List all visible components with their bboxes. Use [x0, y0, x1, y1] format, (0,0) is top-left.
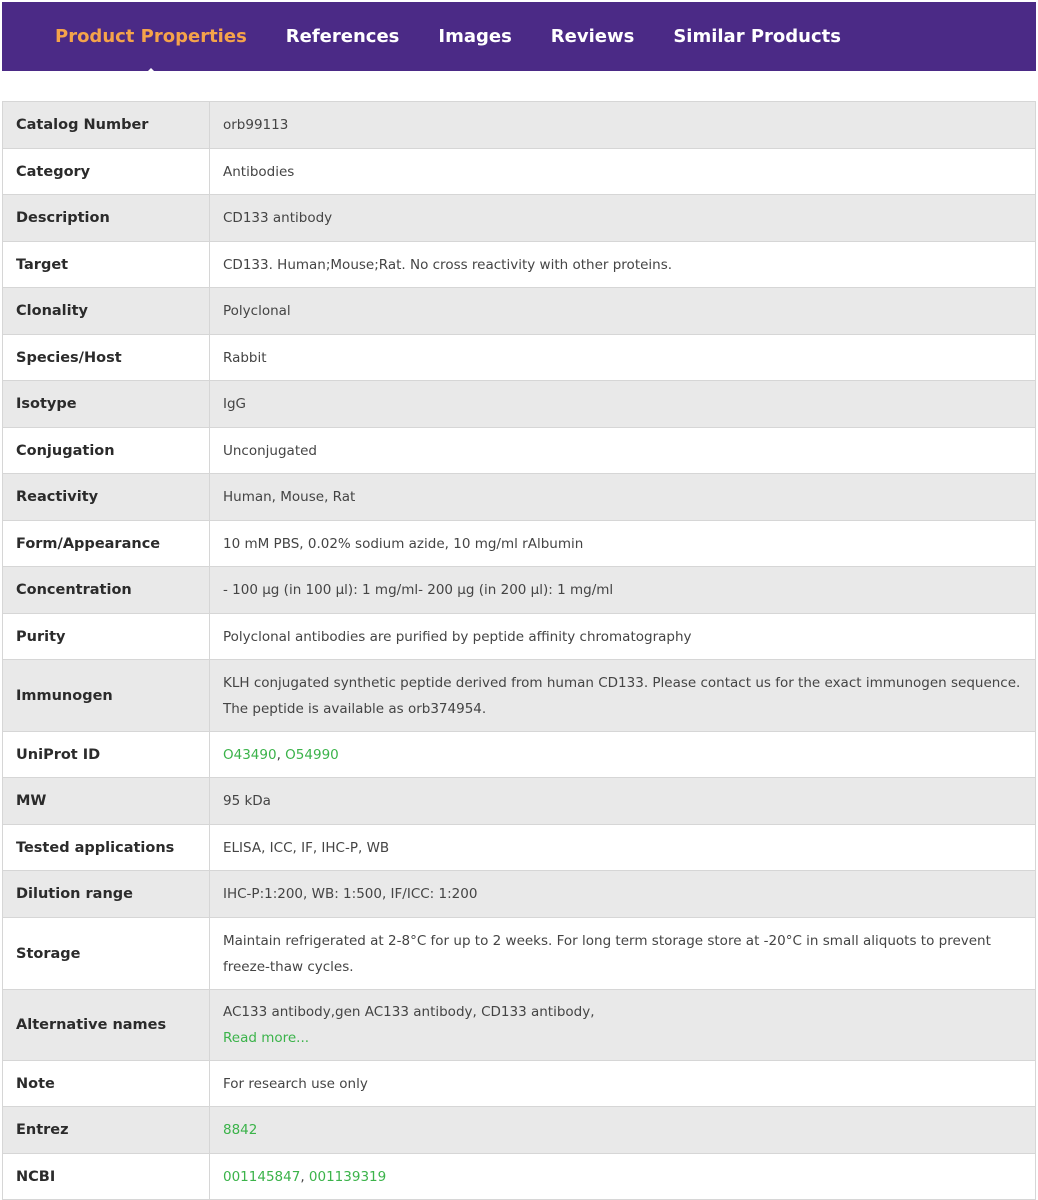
row-value: ELISA, ICC, IF, IHC-P, WB	[210, 825, 1036, 871]
row-dilution-range	[3, 871, 1036, 918]
row-label: Category	[3, 149, 210, 195]
uniprot-link[interactable]: O54990	[285, 746, 339, 763]
tab-product-properties[interactable]: Product Properties	[55, 26, 247, 47]
row-mw	[3, 778, 1036, 825]
tab-similar-products[interactable]: Similar Products	[673, 26, 841, 47]
row-label: Reactivity	[3, 474, 210, 521]
row-label: NCBI	[3, 1154, 210, 1200]
row-label: Note	[3, 1061, 210, 1107]
tab-images[interactable]: Images	[438, 26, 512, 47]
row-value: orb99113	[210, 102, 1036, 149]
link-separator: ,	[276, 746, 286, 763]
row-uniprot-id	[3, 732, 1036, 778]
row-isotype	[3, 381, 1036, 428]
row-label: Form/Appearance	[3, 521, 210, 567]
row-note	[3, 1061, 1036, 1107]
row-label: Clonality	[3, 288, 210, 335]
row-purity	[3, 614, 1036, 660]
row-value: IHC-P:1:200, WB: 1:500, IF/ICC: 1:200	[210, 871, 1036, 918]
row-label: UniProt ID	[3, 732, 210, 778]
alternative-names-text: AC133 antibody,gen AC133 antibody, CD133 antibody,	[223, 1004, 595, 1020]
row-label: Species/Host	[3, 335, 210, 381]
tab-bar	[2, 2, 1036, 71]
row-value	[210, 1154, 1036, 1200]
row-value: 10 mM PBS, 0.02% sodium azide, 10 mg/ml rAlbumin	[210, 521, 1036, 567]
row-label: Entrez	[3, 1107, 210, 1154]
row-value: 95 kDa	[210, 778, 1036, 825]
row-storage	[3, 918, 1036, 990]
tab-references[interactable]: References	[285, 26, 400, 47]
tab-reviews[interactable]: Reviews	[550, 26, 635, 47]
row-species-host	[3, 335, 1036, 381]
row-label: Storage	[3, 918, 210, 990]
row-reactivity	[3, 474, 1036, 521]
row-immunogen	[3, 660, 1036, 732]
row-value: CD133 antibody	[210, 195, 1036, 242]
row-form-appearance	[3, 521, 1036, 567]
row-value: Maintain refrigerated at 2-8°C for up to 2 weeks. For long term storage store at -20°C in small aliquots to prevent freeze-thaw cycles.	[210, 918, 1036, 990]
row-value: Human, Mouse, Rat	[210, 474, 1036, 521]
row-value: Unconjugated	[210, 428, 1036, 474]
ncbi-link[interactable]: 001145847	[223, 1168, 301, 1185]
row-value: IgG	[210, 381, 1036, 428]
row-label: Dilution range	[3, 871, 210, 918]
row-value: KLH conjugated synthetic peptide derived from human CD133. Please contact us for the exact immunogen sequence. The peptide is available as orb374954.	[210, 660, 1036, 732]
product-properties-table	[2, 101, 1036, 1200]
row-catalog-number	[3, 102, 1036, 149]
row-label: Alternative names	[3, 990, 210, 1061]
row-label: Immunogen	[3, 660, 210, 732]
row-value	[210, 1107, 1036, 1154]
row-target	[3, 242, 1036, 288]
row-concentration	[3, 567, 1036, 614]
row-value: Polyclonal antibodies are purified by peptide affinity chromatography	[210, 614, 1036, 660]
row-label: Description	[3, 195, 210, 242]
row-entrez	[3, 1107, 1036, 1154]
row-label: Purity	[3, 614, 210, 660]
row-label: Target	[3, 242, 210, 288]
read-more-link[interactable]: Read more...	[223, 1030, 310, 1046]
row-label: MW	[3, 778, 210, 825]
entrez-link[interactable]: 8842	[223, 1122, 258, 1138]
row-label: Concentration	[3, 567, 210, 614]
row-ncbi	[3, 1154, 1036, 1200]
row-description	[3, 195, 1036, 242]
row-value: - 100 µg (in 100 µl): 1 mg/ml- 200 µg (in 200 µl): 1 mg/ml	[210, 567, 1036, 614]
row-label: Isotype	[3, 381, 210, 428]
row-value	[210, 732, 1036, 778]
row-clonality	[3, 288, 1036, 335]
row-value	[210, 990, 1036, 1061]
row-value: Polyclonal	[210, 288, 1036, 335]
row-category	[3, 149, 1036, 195]
row-value: For research use only	[210, 1061, 1036, 1107]
row-value: Rabbit	[210, 335, 1036, 381]
ncbi-link[interactable]: 001139319	[308, 1168, 387, 1185]
row-label: Conjugation	[3, 428, 210, 474]
row-tested-applications	[3, 825, 1036, 871]
row-value: Antibodies	[210, 149, 1036, 195]
row-conjugation	[3, 428, 1036, 474]
row-label: Catalog Number	[3, 102, 210, 149]
row-alternative-names	[3, 990, 1036, 1061]
link-separator: ,	[300, 1168, 309, 1185]
row-label: Tested applications	[3, 825, 210, 871]
uniprot-link[interactable]: O43490	[223, 746, 277, 763]
row-value: CD133. Human;Mouse;Rat. No cross reactivity with other proteins.	[210, 242, 1036, 288]
